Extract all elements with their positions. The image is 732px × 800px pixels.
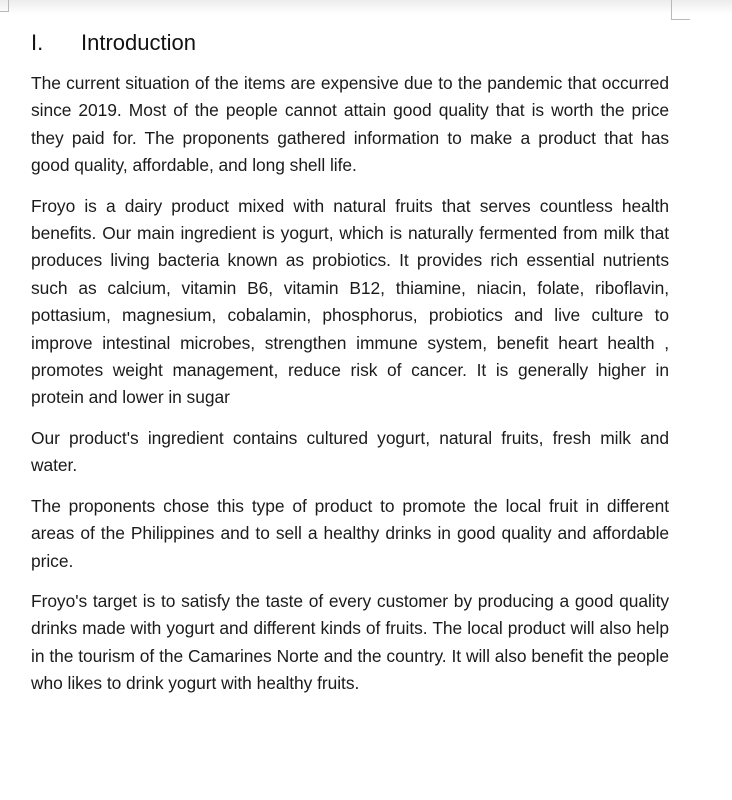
paragraph-situation: The current situation of the items are expensive due to the pandemic that occurred since 2019. Most of the people cannot attain good quality that is worth the price they paid for. The proponents gathered information to make a product that has good quality, affordable, and long shell life. — [31, 73, 669, 176]
paragraph-target: Froyo's target is to satisfy the taste of every customer by producing a good quality drinks made with yogurt and different kinds of fruits. The local product will also help in the tourism of the Camarines Norte and the country. It will also benefit the people who likes to drink yogurt with healthy fruits. — [31, 590, 669, 694]
document-body — [31, 28, 669, 711]
section-heading — [31, 28, 669, 58]
margin-corner-mark-left — [0, 0, 9, 12]
paragraph-ingredients: Our product's ingredient contains cultured yogurt, natural fruits, fresh milk and water. — [31, 427, 669, 476]
page-top-shadow — [0, 0, 732, 14]
section-number: I. — [31, 30, 44, 55]
section-title: Introduction — [81, 30, 196, 55]
paragraph-froyo-benefits: Froyo is a dairy product mixed with natural fruits that serves countless health benefits. Our main ingredient is yogurt, which is naturally fermented from milk that produces living bacteria known as probiotics. It provides rich essential nutrients such as calcium, vitamin B6, vitamin B12, thiamine, niacin, folate, riboflavin, pottasium, magnesium, cobalamin, phosphorus, probiotics and live culture to improve intestinal microbes, strengthen immune system, benefit heart health , promotes weight management, reduce risk of cancer. It is generally higher in protein and lower in sugar — [31, 195, 669, 408]
margin-corner-mark-right — [671, 0, 690, 20]
paragraph-purpose: The proponents chose this type of product to promote the local fruit in different areas of the Philippines and to sell a healthy drinks in good quality and affordable price. — [31, 495, 669, 571]
